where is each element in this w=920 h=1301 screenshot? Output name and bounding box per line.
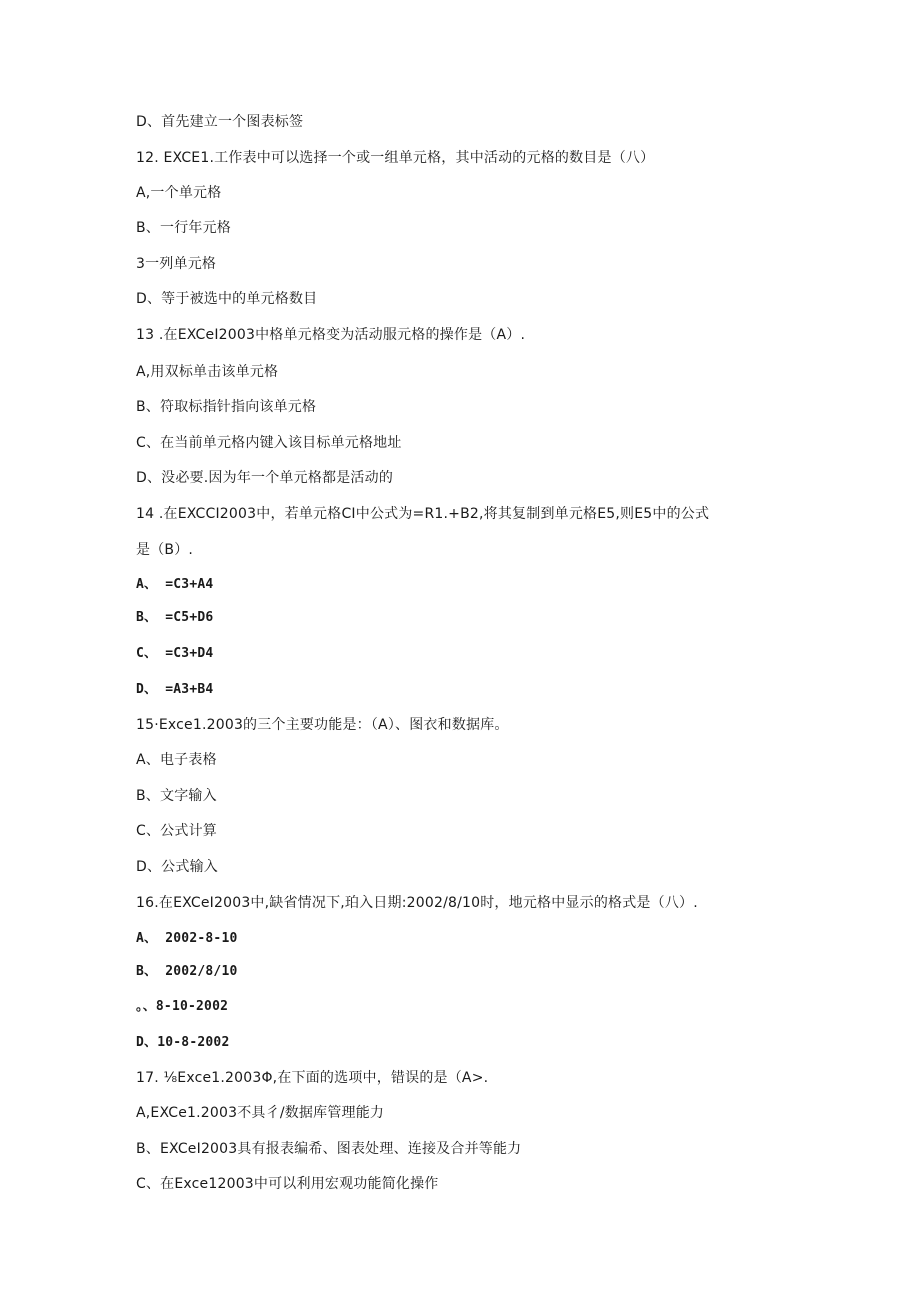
option-d-q11: D、首先建立一个图表标签: [136, 114, 304, 130]
option-c-q15: C、公式计算: [136, 823, 217, 839]
option-d-q12: D、等于被选中的单元格数目: [136, 291, 318, 307]
option-c-q14: C、 =C3+D4: [136, 646, 214, 661]
option-b-q12: B、一行年元格: [136, 220, 232, 236]
question-12: 12. EXCE1.工作表中可以选择一个或一组单元格，其中活动的元格的数目是（八）: [136, 150, 655, 166]
option-d-q15: D、公式输入: [136, 859, 218, 875]
option-c-q16: 。、8-10-2002: [136, 999, 229, 1014]
option-c-q13: C、在当前单元格内键入该目标单元格地址: [136, 435, 402, 451]
option-d-q16: D、10-8-2002: [136, 1035, 230, 1050]
option-a-q14: A、 =C3+A4: [136, 577, 214, 592]
option-c-q12: 3一列单元格: [136, 256, 217, 272]
question-13: 13 .在EXCeI2003中格单元格变为活动服元格的操作是（A）.: [136, 327, 526, 343]
option-b-q17: B、EXCeI2003具有报表编希、图表处理、连接及合并等能力: [136, 1141, 522, 1157]
option-a-q16: A、 2002-8-10: [136, 931, 238, 946]
question-14: 14 .在EXCCI2003中，若单元格CI中公式为=R1.+B2,将其复制到单元格E5,则E5中的公式: [136, 506, 710, 522]
option-c-q17: C、在Exce12003中可以利用宏观功能简化操作: [136, 1176, 439, 1192]
question-16: 16.在EXCeI2003中,缺省情况下,珀入日期:2002/8/10时，地元格中显示的格式是（八）.: [136, 895, 698, 911]
option-a-q17: A,EXCe1.2003不具彳/数据库管理能力: [136, 1105, 385, 1121]
question-17: 17. ⅛Exce1.2003Φ,在下面的选项中，错误的是（A>.: [136, 1070, 489, 1086]
option-b-q13: B、符取标指针指向该单元格: [136, 399, 317, 415]
option-b-q16: B、 2002/8/10: [136, 964, 238, 979]
option-b-q14: B、 =C5+D6: [136, 610, 214, 625]
option-d-q13: D、没必要.因为年一个单元格都是活动的: [136, 470, 394, 486]
option-a-q12: A,一个单元格: [136, 185, 222, 201]
question-14-continued: 是（B）.: [136, 542, 194, 558]
option-d-q14: D、 =A3+B4: [136, 682, 214, 697]
option-a-q13: A,用双标单击该单元格: [136, 364, 279, 380]
option-b-q15: B、文字输入: [136, 788, 217, 804]
option-a-q15: A、电子表格: [136, 752, 217, 768]
question-15: 15·Exce1.2003的三个主要功能是：（A）、图衣和数据库。: [136, 717, 509, 733]
